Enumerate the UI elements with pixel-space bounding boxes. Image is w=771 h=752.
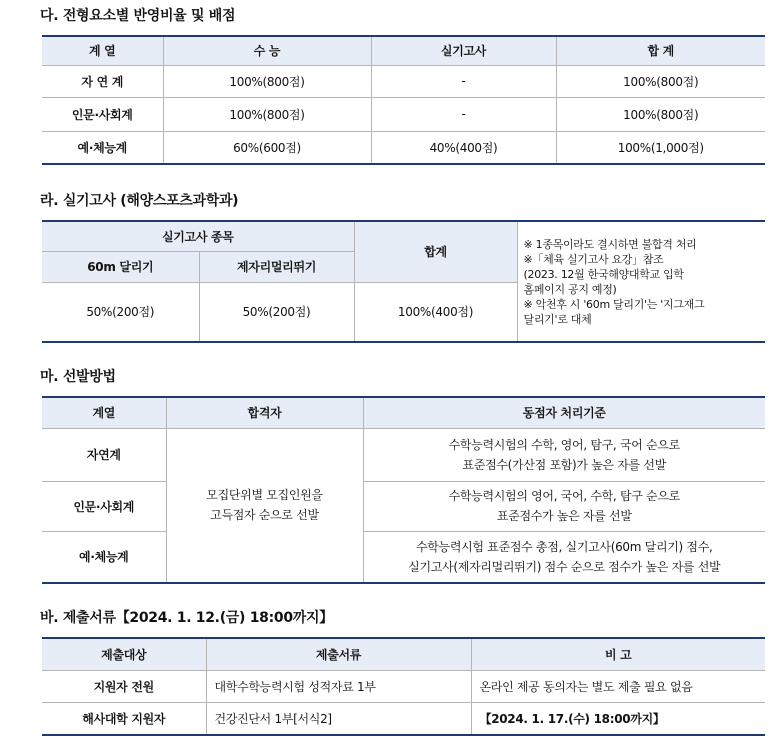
cell-value: 100%(800점) — [556, 97, 765, 131]
note-line: ※ 1종목이라도 결시하면 불합격 처리 — [523, 237, 697, 251]
header-practical: 실기고사 — [371, 36, 556, 65]
tiebreak-line: 표준점수(가산점 포함)가 높은 자를 선발 — [462, 457, 666, 472]
cell-value: 50%(200점) — [42, 282, 199, 342]
row-label: 예·체능계 — [42, 531, 166, 583]
cell-value: - — [371, 65, 556, 97]
cell-document: 대학수학능력시험 성적자료 1부 — [206, 670, 471, 702]
row-label: 자연계 — [42, 428, 166, 481]
row-label: 지원자 전원 — [42, 670, 206, 702]
tiebreak-line: 수학능력시험 표준점수 총점, 실기고사(60m 달리기) 점수, — [415, 539, 713, 554]
row-label: 인문·사회계 — [42, 481, 166, 531]
cell-value: 50%(200점) — [199, 282, 354, 342]
header-total: 합계 — [354, 221, 517, 282]
header-tiebreak: 동점자 처리기준 — [363, 397, 765, 428]
tiebreak-cell — [363, 428, 765, 481]
cell-value: - — [371, 97, 556, 131]
cell-value: 100%(400점) — [354, 282, 517, 342]
selection-line: 고득점자 순으로 선발 — [210, 508, 319, 523]
tiebreak-cell — [363, 481, 765, 531]
selection-line: 모집단위별 모집인원을 — [206, 488, 323, 503]
header-category: 계 열 — [42, 36, 163, 65]
tiebreak-line: 실기고사(제자리멀리뛰기) 점수 순으로 점수가 높은 자를 선발 — [408, 559, 721, 574]
cell-remark: 【2024. 1. 17.(수) 18:00까지】 — [471, 702, 765, 735]
section-da-title: 다. 전형요소별 반영비율 및 배점 — [40, 8, 236, 24]
header-category: 계열 — [42, 397, 166, 428]
note-line: 홈페이지 공지 예정) — [523, 282, 617, 296]
cell-value: 100%(800점) — [163, 97, 371, 131]
selection-method — [166, 428, 363, 583]
header-60m-run: 60m 달리기 — [42, 251, 199, 282]
note-line: (2023. 12월 한국해양대학교 입학 — [523, 267, 684, 281]
header-documents: 제출서류 — [206, 638, 471, 670]
cell-document: 건강진단서 1부[서식2] — [206, 702, 471, 735]
cell-value: 60%(600점) — [163, 131, 371, 164]
section-ra-title: 라. 실기고사 (해양스포츠과학과) — [40, 193, 239, 209]
row-label: 예·체능계 — [42, 131, 163, 164]
section-ba-title: 바. 제출서류【2024. 1. 12.(금) 18:00까지】 — [40, 610, 333, 626]
header-selected: 합격자 — [166, 397, 363, 428]
documents-table — [42, 637, 765, 736]
header-total: 합 계 — [556, 36, 765, 65]
cell-remark: 온라인 제공 동의자는 별도 제출 필요 없음 — [471, 670, 765, 702]
cell-value: 100%(800점) — [556, 65, 765, 97]
practical-table — [42, 220, 765, 343]
header-standing-jump: 제자리멀리뛰기 — [199, 251, 354, 282]
tiebreak-line: 수학능력시험의 수학, 영어, 탐구, 국어 순으로 — [448, 437, 680, 452]
ratio-table — [42, 35, 765, 165]
section-ma-title: 마. 선발방법 — [40, 369, 116, 385]
row-label: 자 연 계 — [42, 65, 163, 97]
header-remarks: 비 고 — [471, 638, 765, 670]
notes-cell — [517, 221, 765, 342]
cell-value: 100%(1,000점) — [556, 131, 765, 164]
header-practical-events: 실기고사 종목 — [42, 221, 354, 251]
selection-table — [42, 396, 765, 584]
note-line: ※ 악천후 시 '60m 달리기'는 '지그재그 — [523, 297, 705, 311]
header-target: 제출대상 — [42, 638, 206, 670]
cell-value: 100%(800점) — [163, 65, 371, 97]
note-line: ※「체육 실기고사 요강」참조 — [523, 252, 664, 266]
tiebreak-cell — [363, 531, 765, 583]
row-label: 해사대학 지원자 — [42, 702, 206, 735]
cell-value: 40%(400점) — [371, 131, 556, 164]
row-label: 인문·사회계 — [42, 97, 163, 131]
note-line: 달리기'로 대체 — [523, 312, 592, 326]
tiebreak-line: 표준점수가 높은 자를 선발 — [496, 509, 632, 523]
tiebreak-line: 수학능력시험의 영어, 국어, 수학, 탐구 순으로 — [448, 489, 680, 503]
header-csat: 수 능 — [163, 36, 371, 65]
